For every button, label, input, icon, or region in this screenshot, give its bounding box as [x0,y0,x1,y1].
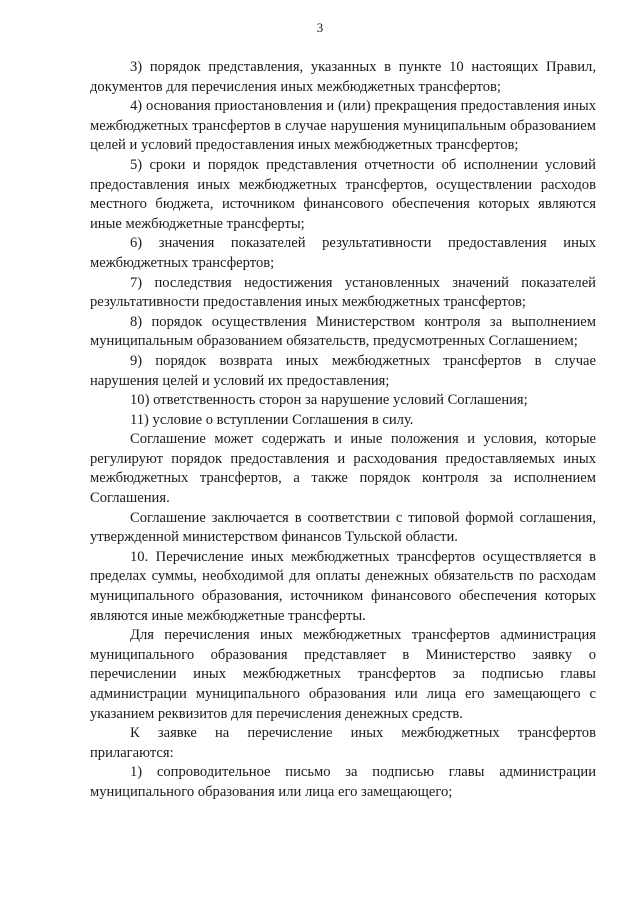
paragraph-item-3: 3) порядок представления, указанных в пункте 10 настоящих Правил, документов для перечисления иных межбюджетных трансфертов; [90,59,596,95]
paragraph-agreement-form: Соглашение заключается в соответствии с типовой формой соглашения, утвержденной министерством финансов Тульской области. [90,509,596,546]
paragraph-item-9: 9) порядок возврата иных межбюджетных трансфертов в случае нарушения целей и условий их предоставления; [90,352,596,389]
paragraph-application: Для перечисления иных межбюджетных трансфертов администрация муниципального образования представляет в Министерство заявку о перечислении иных межбюджетных трансфертов за подписью главы администрации муниципального образования или лица его замещающего с указанием реквизитов для перечисления денежных средств. [90,627,596,722]
paragraph-item-8: 8) порядок осуществления Министерством контроля за выполнением муниципальным образованием обязательств, предусмотренных Соглашением; [90,313,596,350]
document-body [90,58,596,803]
paragraph-item-6: 6) значения показателей результативности предоставления иных межбюджетных трансфертов; [90,235,596,271]
paragraph-item-7: 7) последствия недостижения установленных значений показателей результативности предоставления иных межбюджетных трансфертов; [90,274,596,311]
paragraph-attachments-intro: К заявке на перечисление иных межбюджетных трансфертов прилагаются: [90,725,596,761]
paragraph-item-5: 5) сроки и порядок представления отчетности об исполнении условий предоставления иных межбюджетных трансфертов, осуществлении расходов местного бюджета, источником финансового обеспечения которых являются иные межбюджетные трансферты; [90,156,596,232]
paragraph-agreement-provisions: Соглашение может содержать и иные положения и условия, которые регулируют порядок предоставления и расходования предоставляемых иных межбюджетных трансфертов, а также порядок контроля за исполнением Соглашения. [90,431,596,507]
paragraph-section-10: 10. Перечисление иных межбюджетных трансфертов осуществляется в пределах суммы, необходимой для оплаты денежных обязательств по расходам муниципального образования, источником финансового обеспечения которых являются иные межбюджетные трансферты. [90,548,596,624]
paragraph-item-4: 4) основания приостановления и (или) прекращения предоставления иных межбюджетных трансфертов в случае нарушения муниципальным образованием целей и условий предоставления иных межбюджетных трансфертов; [90,98,596,154]
paragraph-attachment-1: 1) сопроводительное письмо за подписью главы администрации муниципального образования или лица его замещающего; [90,764,596,800]
paragraph-item-10: 10) ответственность сторон за нарушение условий Соглашения; [130,392,528,409]
paragraph-item-11: 11) условие о вступлении Соглашения в силу. [130,411,414,428]
page-number: 3 [316,20,324,35]
